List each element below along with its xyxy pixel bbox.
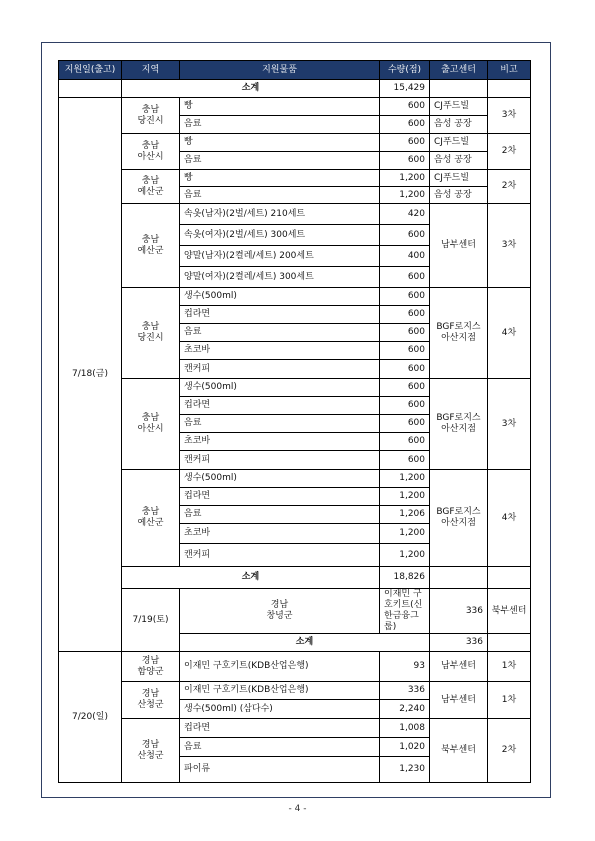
item-cell: 속옷(남자)(2벌/세트) 210세트 — [180, 204, 380, 225]
header-note: 비고 — [488, 61, 531, 80]
page-number: - 4 - — [288, 804, 307, 814]
qty-cell: 600 — [380, 288, 430, 306]
region-cell: 충남 당진시 — [122, 288, 180, 379]
qty-cell: 400 — [380, 246, 430, 267]
item-cell: 이재민 구호키트(신한금융그룹) — [380, 589, 430, 634]
center-cell: BGF로지스 아산지점 — [430, 470, 488, 567]
table-row — [59, 379, 531, 397]
qty-cell: 600 — [380, 267, 430, 288]
item-cell: 음료 — [180, 152, 380, 170]
note-cell: 1차 — [488, 652, 531, 682]
item-cell: 음료 — [180, 187, 380, 204]
qty-cell: 1,020 — [380, 738, 430, 757]
qty-cell: 600 — [380, 451, 430, 470]
subtotal-qty: 336 — [430, 634, 488, 652]
table-row — [59, 170, 531, 187]
header-items: 지원물품 — [180, 61, 380, 80]
center-cell: 남부센터 — [430, 682, 488, 719]
subtotal-label: 소계 — [180, 634, 430, 652]
table-row — [59, 288, 531, 306]
qty-cell: 600 — [380, 152, 430, 170]
center-cell: 음성 공장 — [430, 187, 488, 204]
item-cell: 생수(500ml) (삼다수) — [180, 700, 380, 719]
item-cell: 컵라면 — [180, 488, 380, 506]
qty-cell: 1,200 — [380, 524, 430, 544]
item-cell: 컵라면 — [180, 306, 380, 324]
qty-cell: 600 — [380, 397, 430, 415]
item-cell: 생수(500ml) — [180, 288, 380, 306]
header-center: 출고센터 — [430, 61, 488, 80]
table-row — [59, 470, 531, 488]
item-cell: 생수(500ml) — [180, 470, 380, 488]
qty-cell: 600 — [380, 134, 430, 152]
item-cell: 음료 — [180, 738, 380, 757]
center-cell: 음성 공장 — [430, 116, 488, 134]
table-row — [59, 204, 531, 225]
qty-cell: 1,200 — [380, 170, 430, 187]
note-cell: 4차 — [488, 288, 531, 379]
qty-cell: 1,206 — [380, 506, 430, 524]
item-cell: 캔커피 — [180, 544, 380, 567]
item-cell: 컵라면 — [180, 719, 380, 738]
subtotal-qty: 18,826 — [380, 567, 430, 589]
note-cell: 2차 — [488, 134, 531, 170]
center-cell: BGF로지스 아산지점 — [430, 379, 488, 470]
region-cell: 충남 예산군 — [122, 204, 180, 288]
qty-cell: 600 — [380, 225, 430, 246]
qty-cell: 600 — [380, 433, 430, 451]
date-cell: 7/20(일) — [59, 652, 122, 783]
table-row — [59, 98, 531, 116]
center-cell: 남부센터 — [430, 204, 488, 288]
note-cell: 2차 — [488, 170, 531, 204]
item-cell: 캔커피 — [180, 360, 380, 379]
center-cell: 북부센터 — [488, 589, 531, 634]
blank-cell — [59, 80, 122, 98]
qty-cell: 600 — [380, 415, 430, 433]
item-cell: 캔커피 — [180, 451, 380, 470]
header-qty: 수량(점) — [380, 61, 430, 80]
qty-cell: 600 — [380, 306, 430, 324]
qty-cell: 600 — [380, 116, 430, 134]
qty-cell: 1,200 — [380, 470, 430, 488]
region-cell: 충남 예산군 — [122, 170, 180, 204]
item-cell: 초코바 — [180, 433, 380, 451]
item-cell: 음료 — [180, 506, 380, 524]
note-cell: 2차 — [488, 719, 531, 783]
qty-cell: 2,240 — [380, 700, 430, 719]
subtotal-label: 소계 — [122, 80, 380, 98]
qty-cell: 600 — [380, 360, 430, 379]
table-row — [59, 652, 531, 682]
note-cell: 1차 — [488, 682, 531, 719]
item-cell: 양말(여자)(2켤레/세트) 300세트 — [180, 267, 380, 288]
center-cell: CJ푸드빌 — [430, 170, 488, 187]
item-cell: 초코바 — [180, 524, 380, 544]
qty-cell: 1,200 — [380, 488, 430, 506]
table-row — [59, 589, 531, 634]
qty-cell: 600 — [380, 379, 430, 397]
support-table — [58, 60, 531, 783]
region-cell: 충남 아산시 — [122, 379, 180, 470]
item-cell: 속옷(여자)(2벌/세트) 300세트 — [180, 225, 380, 246]
item-cell: 파이류 — [180, 757, 380, 783]
center-cell: 음성 공장 — [430, 152, 488, 170]
item-cell: 생수(500ml) — [180, 379, 380, 397]
qty-cell: 420 — [380, 204, 430, 225]
region-cell: 충남 당진시 — [122, 98, 180, 134]
qty-cell: 1,230 — [380, 757, 430, 783]
item-cell: 음료 — [180, 324, 380, 342]
note-cell: 3차 — [488, 98, 531, 134]
item-cell: 빵 — [180, 134, 380, 152]
region-cell: 경남 산청군 — [122, 719, 180, 783]
header-row — [59, 61, 531, 80]
table-row — [59, 134, 531, 152]
region-cell: 경남 함양군 — [122, 652, 180, 682]
subtotal-row — [59, 567, 531, 589]
center-cell: 남부센터 — [430, 652, 488, 682]
center-cell: 북부센터 — [430, 719, 488, 783]
qty-cell: 1,200 — [380, 187, 430, 204]
region-cell: 경남 창녕군 — [180, 589, 380, 634]
center-cell: CJ푸드빌 — [430, 98, 488, 116]
item-cell: 음료 — [180, 415, 380, 433]
qty-cell: 600 — [380, 342, 430, 360]
item-cell: 음료 — [180, 116, 380, 134]
qty-cell: 600 — [380, 98, 430, 116]
qty-cell: 93 — [380, 652, 430, 682]
qty-cell: 336 — [380, 682, 430, 700]
note-cell: 4차 — [488, 470, 531, 567]
qty-cell: 336 — [430, 589, 488, 634]
item-cell: 빵 — [180, 98, 380, 116]
qty-cell: 1,200 — [380, 544, 430, 567]
subtotal-row — [59, 80, 531, 98]
item-cell: 양말(남자)(2켤레/세트) 200세트 — [180, 246, 380, 267]
header-region: 지역 — [122, 61, 180, 80]
note-cell: 3차 — [488, 204, 531, 288]
item-cell: 컵라면 — [180, 397, 380, 415]
qty-cell: 600 — [380, 324, 430, 342]
center-cell: CJ푸드빌 — [430, 134, 488, 152]
subtotal-label: 소계 — [122, 567, 380, 589]
center-cell: BGF로지스 아산지점 — [430, 288, 488, 379]
item-cell: 이재민 구호키트(KDB산업은행) — [180, 652, 380, 682]
qty-cell: 1,008 — [380, 719, 430, 738]
subtotal-qty: 15,429 — [380, 80, 430, 98]
table-row — [59, 682, 531, 700]
date-cell: 7/19(토) — [122, 589, 180, 652]
date-cell: 7/18(금) — [59, 98, 122, 652]
item-cell: 빵 — [180, 170, 380, 187]
region-cell: 충남 아산시 — [122, 134, 180, 170]
region-cell: 경남 산청군 — [122, 682, 180, 719]
item-cell: 이재민 구호키트(KDB산업은행) — [180, 682, 380, 700]
region-cell: 충남 예산군 — [122, 470, 180, 567]
item-cell: 초코바 — [180, 342, 380, 360]
table-row — [59, 719, 531, 738]
header-date: 지원일(출고) — [59, 61, 122, 80]
note-cell: 3차 — [488, 379, 531, 470]
